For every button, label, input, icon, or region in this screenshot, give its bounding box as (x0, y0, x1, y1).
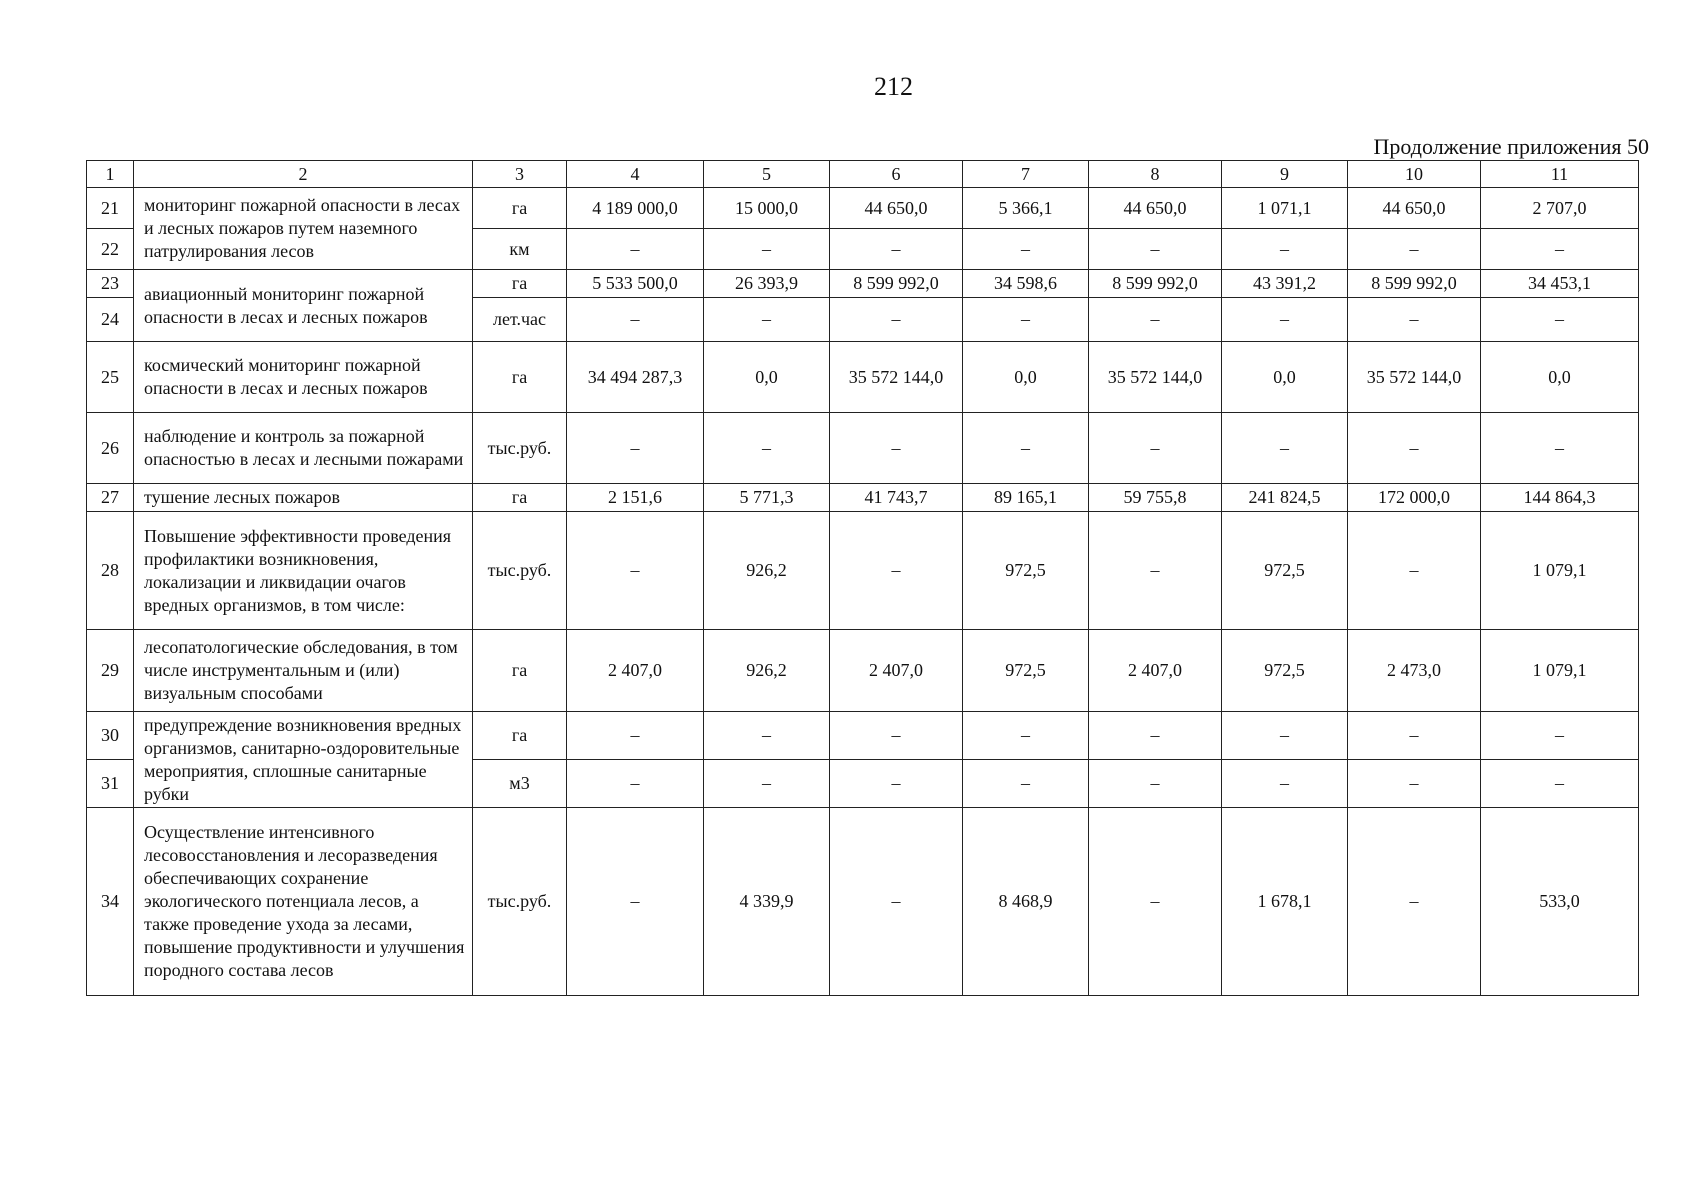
value-cell: – (567, 298, 704, 342)
row-number: 34 (87, 808, 134, 996)
value-cell: – (1089, 512, 1222, 630)
value-cell: – (963, 229, 1089, 270)
table-row (87, 413, 1639, 484)
value-cell: 2 407,0 (1089, 630, 1222, 712)
value-cell: 2 707,0 (1481, 188, 1639, 229)
header-cell: 4 (567, 161, 704, 188)
value-cell: 34 453,1 (1481, 270, 1639, 298)
header-cell: 9 (1222, 161, 1348, 188)
row-description: лесопатологические обследования, в том числе инструментальным и (или) визуальным способами (134, 630, 473, 712)
value-cell: 44 650,0 (1348, 188, 1481, 229)
value-cell: – (1481, 298, 1639, 342)
value-cell: 0,0 (963, 342, 1089, 413)
value-cell: – (1222, 413, 1348, 484)
value-cell: – (567, 512, 704, 630)
row-number: 30 (87, 712, 134, 760)
value-cell: – (1222, 229, 1348, 270)
value-cell: – (1348, 229, 1481, 270)
header-cell: 5 (704, 161, 830, 188)
value-cell: 35 572 144,0 (830, 342, 963, 413)
value-cell: – (963, 413, 1089, 484)
value-cell: – (1348, 298, 1481, 342)
value-cell: 0,0 (704, 342, 830, 413)
value-cell: – (830, 229, 963, 270)
unit-cell: га (473, 712, 567, 760)
value-cell: – (1222, 298, 1348, 342)
value-cell: 4 189 000,0 (567, 188, 704, 229)
value-cell: 26 393,9 (704, 270, 830, 298)
value-cell: 59 755,8 (1089, 484, 1222, 512)
value-cell: – (1089, 298, 1222, 342)
row-description: наблюдение и контроль за пожарной опасностью в лесах и лесными пожарами (134, 413, 473, 484)
value-cell: 972,5 (1222, 512, 1348, 630)
value-cell: – (1222, 712, 1348, 760)
table-row (87, 630, 1639, 712)
row-description: космический мониторинг пожарной опасности в лесах и лесных пожаров (134, 342, 473, 413)
header-cell: 8 (1089, 161, 1222, 188)
table-row (87, 270, 1639, 298)
value-cell: 2 407,0 (567, 630, 704, 712)
value-cell: 89 165,1 (963, 484, 1089, 512)
value-cell: – (567, 413, 704, 484)
value-cell: – (567, 712, 704, 760)
header-cell: 2 (134, 161, 473, 188)
header-cell: 6 (830, 161, 963, 188)
value-cell: 15 000,0 (704, 188, 830, 229)
table-header-row (87, 161, 1639, 188)
value-cell: 8 468,9 (963, 808, 1089, 996)
row-description: предупреждение возникновения вредных организмов, санитарно-оздоровительные мероприятия, сплошные санитарные рубки (134, 712, 473, 808)
value-cell: 1 079,1 (1481, 512, 1639, 630)
row-number: 26 (87, 413, 134, 484)
header-cell: 7 (963, 161, 1089, 188)
row-number: 21 (87, 188, 134, 229)
value-cell: – (1089, 760, 1222, 808)
value-cell: – (704, 298, 830, 342)
value-cell: – (1481, 760, 1639, 808)
value-cell: 1 079,1 (1481, 630, 1639, 712)
value-cell: 43 391,2 (1222, 270, 1348, 298)
value-cell: – (567, 808, 704, 996)
value-cell: 5 771,3 (704, 484, 830, 512)
unit-cell: тыс.руб. (473, 512, 567, 630)
value-cell: 35 572 144,0 (1089, 342, 1222, 413)
value-cell: 972,5 (963, 512, 1089, 630)
value-cell: 8 599 992,0 (1089, 270, 1222, 298)
value-cell: – (1348, 808, 1481, 996)
row-number: 22 (87, 229, 134, 270)
value-cell: 2 151,6 (567, 484, 704, 512)
unit-cell: га (473, 270, 567, 298)
value-cell: – (830, 712, 963, 760)
table-row (87, 512, 1639, 630)
row-description: Повышение эффективности проведения профилактики возникновения, локализации и ликвидации очагов вредных организмов, в том числе: (134, 512, 473, 630)
value-cell: – (1348, 413, 1481, 484)
value-cell: 533,0 (1481, 808, 1639, 996)
header-cell: 1 (87, 161, 134, 188)
unit-cell: га (473, 188, 567, 229)
table-row (87, 808, 1639, 996)
value-cell: 8 599 992,0 (830, 270, 963, 298)
row-number: 29 (87, 630, 134, 712)
row-description: Осуществление интенсивного лесовосстановления и лесоразведения обеспечивающих сохранение экологического потенциала лесов, а также проведение ухода за лесами, повышение продуктивности и улучшения породного состава лесов (134, 808, 473, 996)
value-cell: 41 743,7 (830, 484, 963, 512)
value-cell: – (1089, 413, 1222, 484)
table-row (87, 484, 1639, 512)
value-cell: – (830, 298, 963, 342)
value-cell: 4 339,9 (704, 808, 830, 996)
value-cell: 172 000,0 (1348, 484, 1481, 512)
unit-cell: тыс.руб. (473, 808, 567, 996)
value-cell: 1 678,1 (1222, 808, 1348, 996)
row-number: 27 (87, 484, 134, 512)
value-cell: – (830, 512, 963, 630)
value-cell: 0,0 (1222, 342, 1348, 413)
value-cell: 44 650,0 (830, 188, 963, 229)
unit-cell: лет.час (473, 298, 567, 342)
row-description: мониторинг пожарной опасности в лесах и лесных пожаров путем наземного патрулирования лесов (134, 188, 473, 270)
unit-cell: м3 (473, 760, 567, 808)
value-cell: – (567, 760, 704, 808)
data-table (86, 160, 1639, 996)
header-cell: 10 (1348, 161, 1481, 188)
row-description: авиационный мониторинг пожарной опасности в лесах и лесных пожаров (134, 270, 473, 342)
row-number: 25 (87, 342, 134, 413)
page-number: 212 (874, 72, 913, 101)
value-cell: 2 407,0 (830, 630, 963, 712)
header-cell: 3 (473, 161, 567, 188)
value-cell: 926,2 (704, 630, 830, 712)
value-cell: 34 494 287,3 (567, 342, 704, 413)
header-cell: 11 (1481, 161, 1639, 188)
value-cell: 5 366,1 (963, 188, 1089, 229)
value-cell: – (830, 808, 963, 996)
value-cell: 241 824,5 (1222, 484, 1348, 512)
value-cell: – (1348, 512, 1481, 630)
value-cell: – (963, 760, 1089, 808)
value-cell: 0,0 (1481, 342, 1639, 413)
row-number: 28 (87, 512, 134, 630)
value-cell: – (963, 298, 1089, 342)
row-description: тушение лесных пожаров (134, 484, 473, 512)
value-cell: – (1481, 229, 1639, 270)
value-cell: 972,5 (1222, 630, 1348, 712)
value-cell: – (963, 712, 1089, 760)
table-row (87, 342, 1639, 413)
table-row (87, 712, 1639, 760)
value-cell: – (1222, 760, 1348, 808)
row-number: 23 (87, 270, 134, 298)
value-cell: – (1481, 413, 1639, 484)
value-cell: – (1348, 712, 1481, 760)
value-cell: 144 864,3 (1481, 484, 1639, 512)
value-cell: 5 533 500,0 (567, 270, 704, 298)
row-number: 31 (87, 760, 134, 808)
value-cell: 2 473,0 (1348, 630, 1481, 712)
table-row (87, 188, 1639, 229)
value-cell: 34 598,6 (963, 270, 1089, 298)
value-cell: – (704, 760, 830, 808)
value-cell: – (567, 229, 704, 270)
unit-cell: тыс.руб. (473, 413, 567, 484)
value-cell: 8 599 992,0 (1348, 270, 1481, 298)
unit-cell: га (473, 630, 567, 712)
value-cell: – (1089, 229, 1222, 270)
value-cell: – (830, 760, 963, 808)
value-cell: 972,5 (963, 630, 1089, 712)
value-cell: 35 572 144,0 (1348, 342, 1481, 413)
value-cell: 1 071,1 (1222, 188, 1348, 229)
value-cell: 44 650,0 (1089, 188, 1222, 229)
unit-cell: км (473, 229, 567, 270)
continuation-title: Продолжение приложения 50 (1373, 134, 1649, 159)
value-cell: – (704, 712, 830, 760)
value-cell: – (704, 229, 830, 270)
value-cell: – (1089, 712, 1222, 760)
value-cell: – (1089, 808, 1222, 996)
value-cell: – (1481, 712, 1639, 760)
value-cell: – (1348, 760, 1481, 808)
unit-cell: га (473, 342, 567, 413)
value-cell: – (704, 413, 830, 484)
value-cell: – (830, 413, 963, 484)
row-number: 24 (87, 298, 134, 342)
unit-cell: га (473, 484, 567, 512)
value-cell: 926,2 (704, 512, 830, 630)
